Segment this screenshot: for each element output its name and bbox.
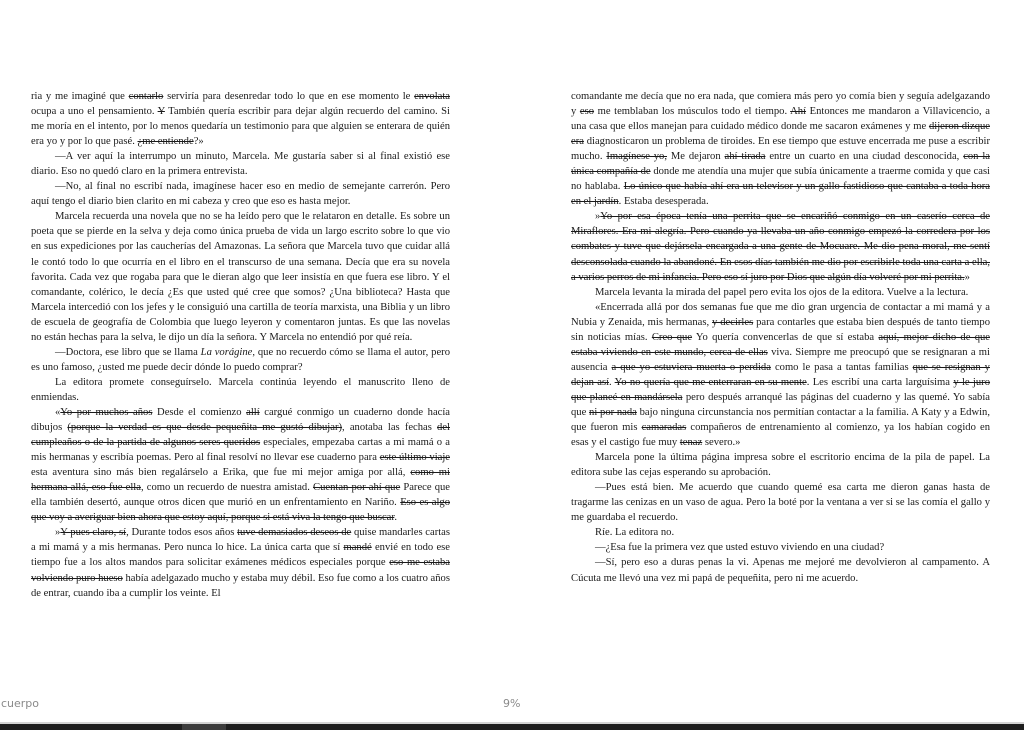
paragraph <box>571 555 990 585</box>
deleted-text: tuve demasiados deseos de <box>237 527 352 539</box>
text-run: severo.» <box>702 437 741 449</box>
text-run: viva. Siempre me preocupó que se resignaran a mi ausencia <box>571 346 990 373</box>
deleted-text: Yo no quería que me enterraran en su mente <box>614 376 807 388</box>
deleted-text: aquí, mejor dicho de que estaba viviendo en este mundo, cerca de ellas <box>571 331 990 358</box>
paragraph <box>31 405 450 525</box>
reading-progress-label: 9% <box>503 697 521 710</box>
text-run: , que no recuerdo cómo se llama el autor, pero es uno famoso, ¿usted me puede decir dónde lo puedo comprar? <box>31 346 450 373</box>
text-run: donde me atendía una mujer que subía únicamente a traerme comida y que casi no hablaba. <box>571 166 991 193</box>
paragraph <box>571 450 990 480</box>
deleted-text: Yo por esa época tenía una perrita que se encariñó conmigo en un caserío cerca de Miraflores. Era mi alegría. Pero cuando ya llevaba un año conmigo empezó la corredera por los combates y tuve que dejársela encargada a una gente de Mocuare. Me dio pena moral, me sentí desconsolada cuando la abandoné. En esos días también me dio por escribirle toda una carta a ella, a varios perros de mi infancia. Pero eso sí juro por Dios que algún día volveré por mi perrita. <box>571 211 990 283</box>
deleted-text: Cuentan por ahí que <box>313 482 401 494</box>
section-name-label: cuerpo <box>1 697 40 710</box>
deleted-text: envolata <box>414 91 450 102</box>
text-run: quise mandarles cartas a mi mamá y a mis hermanas. Pero nunca lo hice. La única carta que sí <box>31 527 451 554</box>
text-run: . <box>609 376 615 388</box>
paragraph <box>31 179 450 209</box>
deleted-text: ¿me entiende <box>137 136 194 148</box>
deleted-text: este último viaje <box>379 452 450 464</box>
text-run: La editora promete conseguírselo. Marcela continúa leyendo el manuscrito lleno de enmiendas. <box>31 376 450 403</box>
text-run: pero después arranqué las páginas del cuaderno y las quemé. Yo sabía que <box>571 391 990 418</box>
text-run: Yo quería convencerlas de que sí estaba <box>692 331 879 343</box>
deleted-text: mandé <box>343 542 372 554</box>
text-run: —A ver aquí la interrumpo un minuto, Marcela. Me gustaría saber si al final existió ese diario. Eso no quedó claro en la primera entrevista. <box>31 151 450 178</box>
deleted-text: del cumpleaños o de la partida de algunos seres queridos <box>31 422 450 449</box>
text-run: , anotaba las fechas <box>342 422 438 434</box>
text-run: Marcela pone la última página impresa sobre el escritorio encima de la pila de papel. La editora sube las cejas esperando su aprobación. <box>571 452 990 479</box>
paragraph <box>571 300 990 450</box>
text-run: , Durante todos esos años <box>126 527 238 539</box>
text-run: . <box>394 512 397 524</box>
deleted-text: Eso es algo que voy a averiguar bien ahora que estoy aquí, porque si está viva la tengo que buscar <box>31 497 450 524</box>
text-run: —Pues está bien. Me acuerdo que cuando quemé esa carta me dieron ganas hasta de tragarme las cenizas en un vaso de agua. Pero la boté por la ventana a ver si se las comía el gallo y me guardaba el recuerdo. <box>571 482 990 524</box>
paragraph <box>571 89 990 209</box>
text-run: «Encerrada allá por dos semanas fue que me dio gran urgencia de contactar a mi mamá y a Nubia y Zenaida, mis hermanas, <box>571 301 990 328</box>
text-run: para contarles que estaba bien después de tanto tiempo sin noticias mías. <box>571 316 990 343</box>
horizontal-scrollbar[interactable] <box>0 722 1024 730</box>
text-run: —¿Esa fue la primera vez que usted estuvo viviendo en una ciudad? <box>595 542 885 554</box>
deleted-text: y decirles <box>712 316 754 328</box>
paragraph <box>31 525 450 600</box>
paragraph <box>31 149 450 179</box>
text-run: , como un recuerdo de nuestra amistad. <box>140 482 314 494</box>
deleted-text: tenaz <box>679 437 703 449</box>
deleted-text: (porque la verdad es que desde pequeñita me gustó dibujar) <box>67 422 343 434</box>
text-run: comandante me decía que no era nada, que comiera más pero yo comía bien y seguía adelgazando y <box>571 91 990 118</box>
deleted-text: camaradas <box>641 422 687 434</box>
italic-title: La vorágine <box>200 346 253 358</box>
text-run: —No, al final no escribí nada, imagínese hacer eso en medio de semejante carrerón. Pero aquí tengo el diario bien clarito en mi cabeza y creo que eso es hasta mejor. <box>31 181 450 208</box>
text-run: « <box>55 406 61 418</box>
left-page <box>31 89 450 601</box>
deleted-text: Creo que <box>651 331 693 343</box>
text-run: ria y me imaginé que <box>31 91 129 102</box>
text-run: » <box>55 527 61 539</box>
text-run: . Les escribí una carta larguísima <box>806 376 954 388</box>
text-run: . Estaba desesperada. <box>618 196 709 208</box>
text-run: entre un cuarto en una ciudad desconocida, <box>765 151 964 163</box>
deleted-text: eso <box>579 106 595 118</box>
deleted-text: y le juro que planeé en mandársela <box>571 376 991 403</box>
text-run: —Doctora, ese libro que se llama <box>55 346 201 358</box>
deleted-text: Ahí <box>790 106 807 118</box>
text-run: serviría para desenredar todo lo que en ese momento le <box>163 91 415 102</box>
paragraph <box>571 480 990 525</box>
text-run: esta aventura sino más bien regalárselo a Erika, que fue mi mejor amiga por allá, <box>31 467 411 479</box>
paragraph <box>571 285 990 300</box>
scrollbar-thumb[interactable] <box>182 724 226 730</box>
text-run: » <box>964 271 970 283</box>
text-run: había adelgazado mucho y estaba muy débil. Eso fue como a los cuatro años de entrar, cuando iba a cumplir los veinte. El <box>31 572 450 599</box>
text-run: Marcela recuerda una novela que no se ha leído pero que le relataron en detalle. Es sobre un poeta que se pierde en la selva y deja como única prueba de vida un largo escrito sobre lo que vio en sus expediciones por las caucherías del Amazonas. La señora que Marcela tuvo que cuidar allá le contó todo lo que ocurría en el libro en el transcurso de una semana. Decía que era su novela favorita. Cada vez que rogaba para que le dieran algo que leer insistía en que fuera ese libro. Y el comandante, colérico, le decía ¿Es que usted qué cree que somos? ¿Una biblioteca? Hasta que Marcela intercedió con los jefes y le consiguió una cartilla de teoría marxista, una Biblia y un libro de escuela de geografía de Colombia que luego leyeron y comentaron juntas. Es que las novelas no están hechas para la selva, le dijo un día la señora. Y Marcela no entendió por qué reía. <box>31 211 450 343</box>
text-run: me temblaban los músculos todo el tiempo. <box>594 106 791 118</box>
text-run: —Sí, pero eso a duras penas la vi. Apenas me mejoré me devolvieron al campamento. A Cúcuta me llevó una vez mi papá de pequeñita, pero ni me acuerdo. <box>571 557 990 584</box>
text-run: diagnosticaron un problema de tiroides. En ese tiempo que estuve encerrada me puse a escribir mucho. <box>571 136 990 163</box>
text-run: También quería escribir para dejar algún recuerdo del camino. Si me moría en el intento, por lo menos quedaría un testimonio para que alguien se enterara de quién era yo y por lo que pasé. <box>31 106 450 148</box>
text-run: Parece que ella también desertó, aunque otros dicen que murió en un enfrentamiento en Nariño. <box>31 482 450 509</box>
text-run: como le pasa a tantas familias <box>770 361 913 373</box>
deleted-text: eso me estaba volviendo puro hueso <box>31 557 450 584</box>
text-run: Desde el comienzo <box>152 406 247 418</box>
deleted-text: con la única compañía de <box>571 151 990 178</box>
paragraph <box>571 525 990 540</box>
deleted-text: como mi hermana allá, eso fue ella <box>31 467 450 494</box>
deleted-text: Imagínese yo, <box>606 151 668 163</box>
right-page <box>571 89 990 586</box>
deleted-text: a que yo estuviera muerta o perdida <box>611 361 771 373</box>
text-run: ?» <box>193 136 204 148</box>
text-run: Marcela levanta la mirada del papel pero evita los ojos de la editora. Vuelve a la lectura. <box>595 286 969 298</box>
text-run: especiales, empezaba cartas a mi mamá o a mis hermanas y escribía poemas. Pero al final resolví no llevar ese cuaderno para <box>31 437 450 464</box>
text-run: envié en todo ese tiempo fue a los altos mandos para solicitar exámenes médicos especiales porque <box>31 542 450 569</box>
text-run: cargué conmigo un cuaderno donde hacía dibujos <box>31 406 450 434</box>
text-run: compañeros de entrenamiento al comienzo, ya los habían cogido en esas y el castigo fue muy <box>571 422 990 449</box>
text-run: » <box>595 211 601 223</box>
deleted-text: ahí tirada <box>724 151 766 163</box>
deleted-text: contarlo <box>128 91 164 102</box>
paragraph <box>571 540 990 555</box>
deleted-text: allí <box>246 406 260 418</box>
deleted-text: dijeron dizque era <box>571 121 990 148</box>
paragraph <box>31 209 450 344</box>
paragraph <box>31 89 450 149</box>
paragraph <box>31 345 450 375</box>
paragraph <box>571 209 990 284</box>
text-run: Me dejaron <box>667 151 725 163</box>
text-run: bajo ninguna circunstancia nos permitían contactar a la familia. A Katy y a Edwin, que fueron mis <box>571 406 990 434</box>
deleted-text: que se resignan y dejan así <box>571 361 990 388</box>
status-bar <box>0 694 1024 716</box>
deleted-text: Y pues claro, sí <box>60 527 127 539</box>
deleted-text: Lo único que había ahí era un televisor y un gallo fastidioso que cantaba a toda hora en el jardín <box>571 181 990 208</box>
text-run: Entonces me mandaron a Villavicencio, a una casa que ellos manejan para cuidado médico donde me sacaron exámenes y me <box>571 106 990 133</box>
text-run: ocupa a uno el pensamiento. <box>31 106 158 118</box>
deleted-text: Y <box>157 106 165 118</box>
paragraph <box>31 375 450 405</box>
text-run: Ríe. La editora no. <box>595 527 675 539</box>
deleted-text: Yo por muchos años <box>60 406 153 418</box>
deleted-text: ni por nada <box>589 406 637 418</box>
